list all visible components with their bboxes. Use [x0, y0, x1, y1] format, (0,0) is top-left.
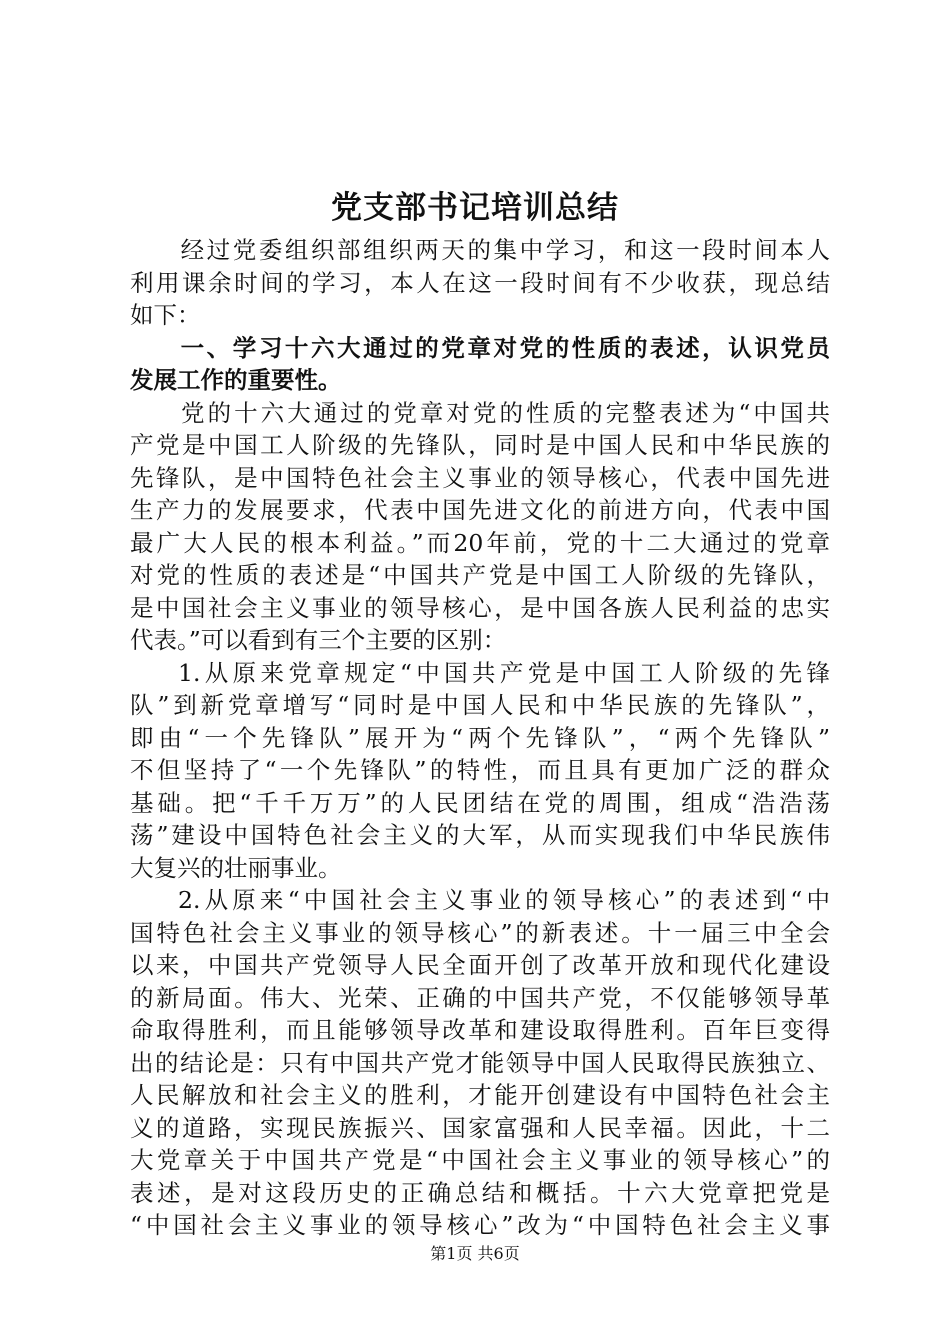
paragraph-line	[130, 624, 830, 657]
line-text: 产党是中国工人阶级的先锋队，同时是中国人民和中华民族的	[130, 431, 830, 459]
line-text: 代表。”可以看到有三个主要的区别：	[130, 626, 507, 654]
line-text: 2.从原来“中国社会主义事业的领导核心”的表述到“中	[178, 886, 830, 914]
line-text: 命取得胜利，而且能够领导改革和建设取得胜利。百年巨变得	[130, 1016, 830, 1044]
line-text: 如下：	[130, 301, 201, 329]
paragraph-line	[130, 1014, 830, 1047]
paragraph-line	[130, 787, 830, 820]
section-heading-line	[130, 364, 830, 397]
line-text: 即由“一个先锋队”展开为“两个先锋队”，“两个先锋队”	[130, 723, 830, 752]
line-text: 最广大人民的根本利益。”而20年前，党的十二大通过的党章	[130, 528, 830, 557]
line-text: 大复兴的壮丽事业。	[130, 853, 342, 882]
paragraph-line	[130, 462, 830, 495]
line-text: 利用课余时间的学习，本人在这一段时间有不少收获，现总结	[130, 268, 830, 297]
paragraph-line	[130, 1144, 830, 1177]
line-text: 是中国社会主义事业的领导核心，是中国各族人民利益的忠实	[130, 593, 830, 622]
paragraph-line	[130, 949, 830, 982]
paragraph-line	[130, 657, 830, 690]
line-text: 不但坚持了“一个先锋队”的特性，而且具有更加广泛的群众	[130, 756, 830, 784]
line-text: 队”到新党章增写“同时是中国人民和中华民族的先锋队”，	[130, 691, 830, 719]
line-text: 经过党委组织部组织两天的集中学习，和这一段时间本人	[178, 236, 830, 264]
paragraph-line	[130, 234, 830, 267]
paragraph-line	[130, 592, 830, 625]
paragraph-line	[130, 1209, 830, 1242]
paragraph-line	[130, 267, 830, 300]
line-text: 出的结论是：只有中国共产党才能领导中国人民取得民族独立、	[130, 1048, 830, 1077]
line-text: 大党章关于中国共产党是“中国社会主义事业的领导核心”的	[130, 1146, 830, 1174]
line-text: “中国社会主义事业的领导核心”改为“中国特色社会主义事	[130, 1211, 830, 1239]
section-heading-line	[130, 332, 830, 365]
paragraph-line	[130, 1047, 830, 1080]
paragraph-line	[130, 397, 830, 430]
paragraph-line	[130, 917, 830, 950]
line-text: 的新局面。伟大、光荣、正确的中国共产党，不仅能够领导革	[130, 983, 830, 1012]
line-text: 对党的性质的表述是“中国共产党是中国工人阶级的先锋队，	[130, 561, 830, 589]
paragraph-line	[130, 299, 830, 332]
line-text: 一、学习十六大通过的党章对党的性质的表述，认识党员	[178, 333, 830, 362]
line-text: 先锋队，是中国特色社会主义事业的领导核心，代表中国先进	[130, 463, 830, 492]
line-text: 义的道路，实现民族振兴、国家富强和人民幸福。因此，十二	[130, 1113, 830, 1142]
paragraph-line	[130, 754, 830, 787]
line-text: 表述，是对这段历史的正确总结和概括。十六大党章把党是	[130, 1178, 830, 1207]
line-text: 发展工作的重要性。	[130, 366, 342, 394]
paragraph-line	[130, 559, 830, 592]
line-text: 国特色社会主义事业的领导核心”的新表述。十一届三中全会	[130, 918, 830, 947]
paragraph-line	[130, 429, 830, 462]
paragraph-line	[130, 819, 830, 852]
paragraph-line	[130, 1177, 830, 1210]
document-title: 党支部书记培训总结	[331, 190, 619, 226]
line-text: 荡”建设中国特色社会主义的大军，从而实现我们中华民族伟	[130, 821, 830, 849]
paragraph-line	[130, 527, 830, 560]
document-body	[130, 234, 830, 1242]
page-number-footer: 第1页 共6页	[430, 1244, 520, 1263]
paragraph-line	[130, 1079, 830, 1112]
paragraph-line	[130, 689, 830, 722]
paragraph-line	[130, 722, 830, 755]
line-text: 基础。把“千千万万”的人民团结在党的周围，组成“浩浩荡	[130, 788, 830, 817]
line-text: 以来，中国共产党领导人民全面开创了改革开放和现代化建设	[130, 951, 830, 979]
line-text: 人民解放和社会主义的胜利，才能开创建设有中国特色社会主	[130, 1081, 830, 1109]
paragraph-line	[130, 1112, 830, 1145]
paragraph-line	[130, 982, 830, 1015]
paragraph-line	[130, 494, 830, 527]
paragraph-line	[130, 852, 830, 885]
paragraph-line	[130, 884, 830, 917]
line-text: 党的十六大通过的党章对党的性质的完整表述为“中国共	[178, 398, 830, 427]
line-text: 生产力的发展要求，代表中国先进文化的前进方向，代表中国	[130, 496, 830, 524]
line-text: 1.从原来党章规定“中国共产党是中国工人阶级的先锋	[178, 658, 830, 687]
